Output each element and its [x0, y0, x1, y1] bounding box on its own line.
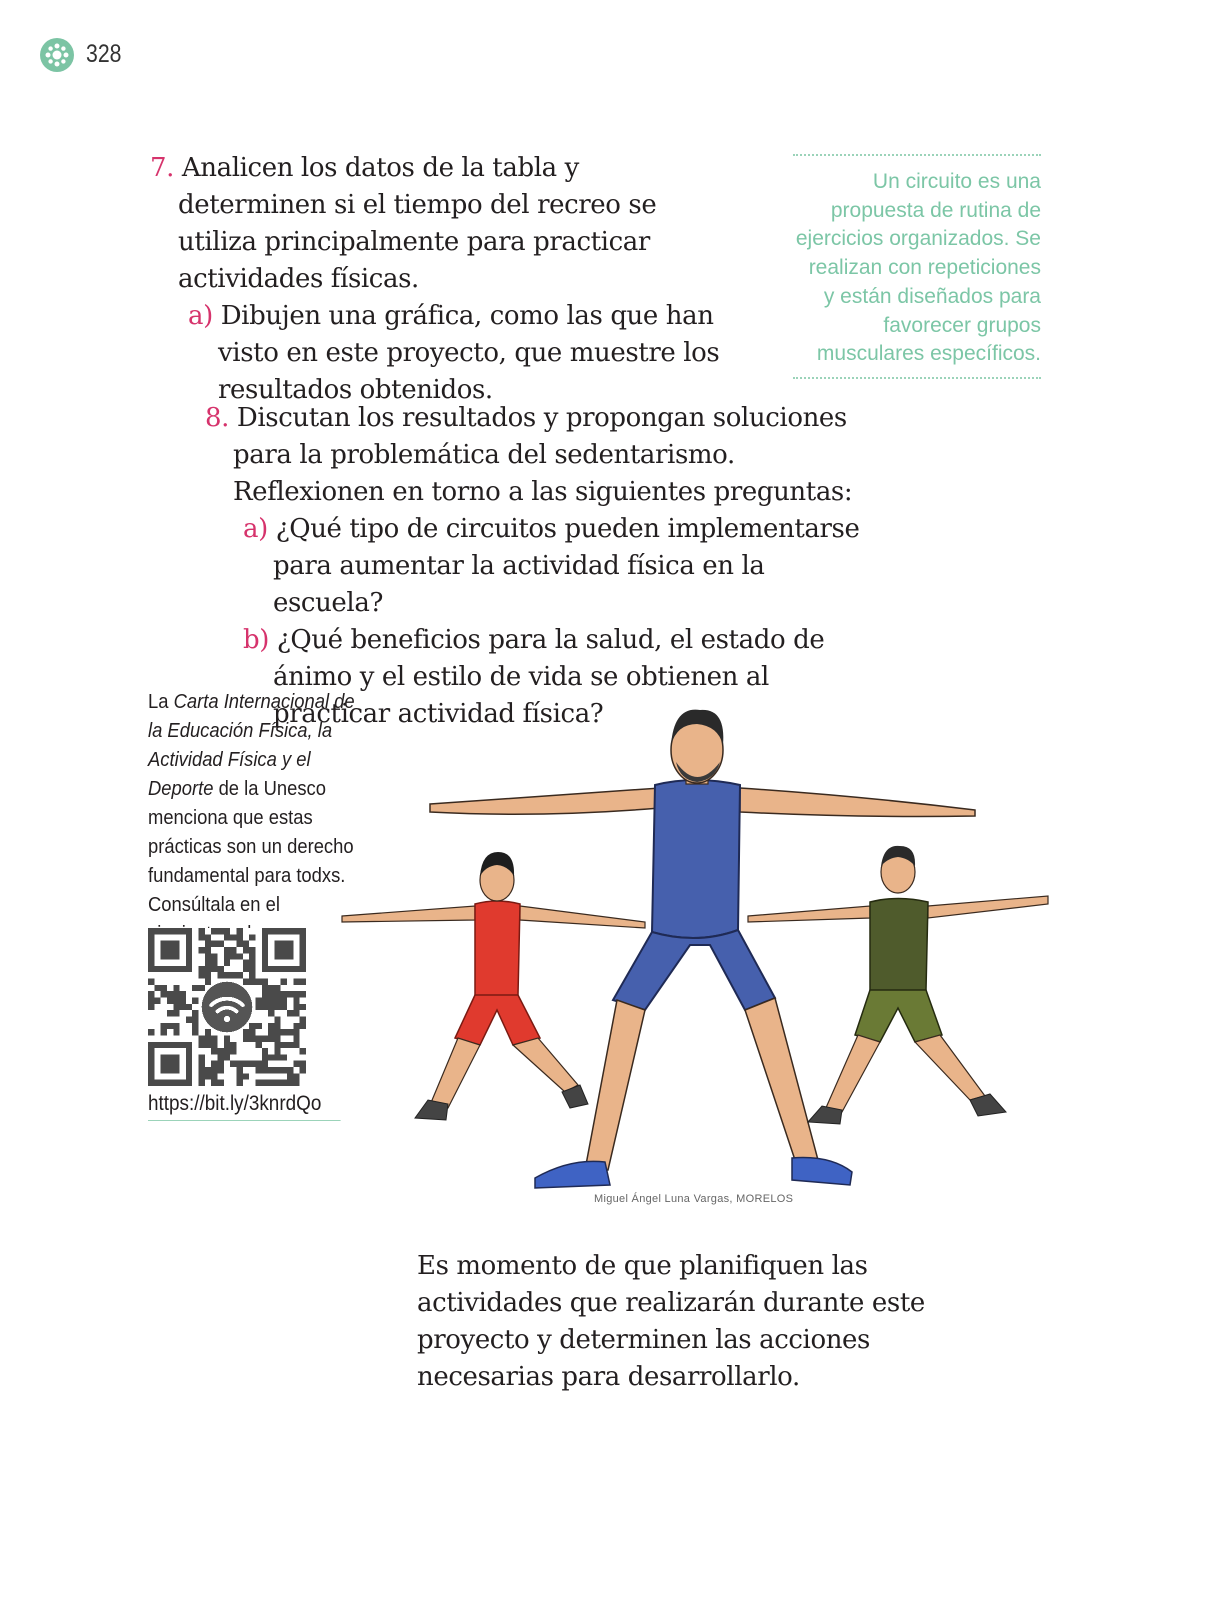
question-8-a [243, 511, 865, 622]
charter-title: Carta Internacional de la Educación Física, la Actividad Física y el Deporte [148, 691, 355, 800]
illustration-credit: Miguel Ángel Luna Vargas, MORELOS [594, 1193, 794, 1205]
subitem-label: a) [243, 514, 268, 544]
page-badge-icon [40, 38, 74, 72]
question-8 [205, 400, 865, 733]
glossary-note: Un circuito es una propuesta de rutina de ejercicios organizados. Se realizan con repeticiones y están diseñados para favorecer grupos musculares específicos. [793, 154, 1041, 379]
question-text: Analicen los datos de la tabla y determinen si el tiempo del recreo se utiliza principalmente para practicar actividades físicas. [178, 153, 657, 294]
subitem-text: ¿Qué tipo de circuitos pueden implementarse para aumentar la actividad física en la escuela? [273, 514, 860, 618]
girl-figure [342, 852, 645, 1120]
exercise-illustration [330, 700, 1060, 1200]
question-7 [150, 150, 730, 409]
subitem-text: Dibujen una gráfica, como las que han visto en este proyecto, que muestre los resultados obtenidos. [218, 301, 720, 405]
question-8-stem [205, 400, 865, 511]
charter-link[interactable]: https://bit.ly/3knrdQo [148, 1092, 341, 1121]
question-number: 8. [205, 403, 230, 433]
question-7-stem [150, 150, 730, 298]
question-number: 7. [150, 153, 175, 183]
question-text: Discutan los resultados y propongan soluciones para la problemática del sedentarismo. Reflexionen en torno a las siguientes preguntas: [233, 403, 853, 507]
subitem-label: b) [243, 625, 269, 655]
subitem-text: ¿Qué beneficios para la salud, el estado de ánimo y el estilo de vida se obtienen al practicar actividad física? [273, 625, 825, 729]
closing-paragraph: Es momento de que planifiquen las actividades que realizarán durante este proyecto y determinen las acciones necesarias para desarrollarlo. [417, 1251, 925, 1392]
info-prefix: La [148, 691, 174, 713]
unesco-info [148, 688, 356, 949]
page-number: 328 [86, 40, 122, 68]
subitem-label: a) [188, 301, 213, 331]
info-suffix: de la Unesco menciona que estas prácticas son un derecho fundamental para todxs. Consúltala en el [148, 778, 354, 916]
qr-code-icon[interactable] [148, 928, 306, 1086]
question-7-a [188, 298, 730, 409]
